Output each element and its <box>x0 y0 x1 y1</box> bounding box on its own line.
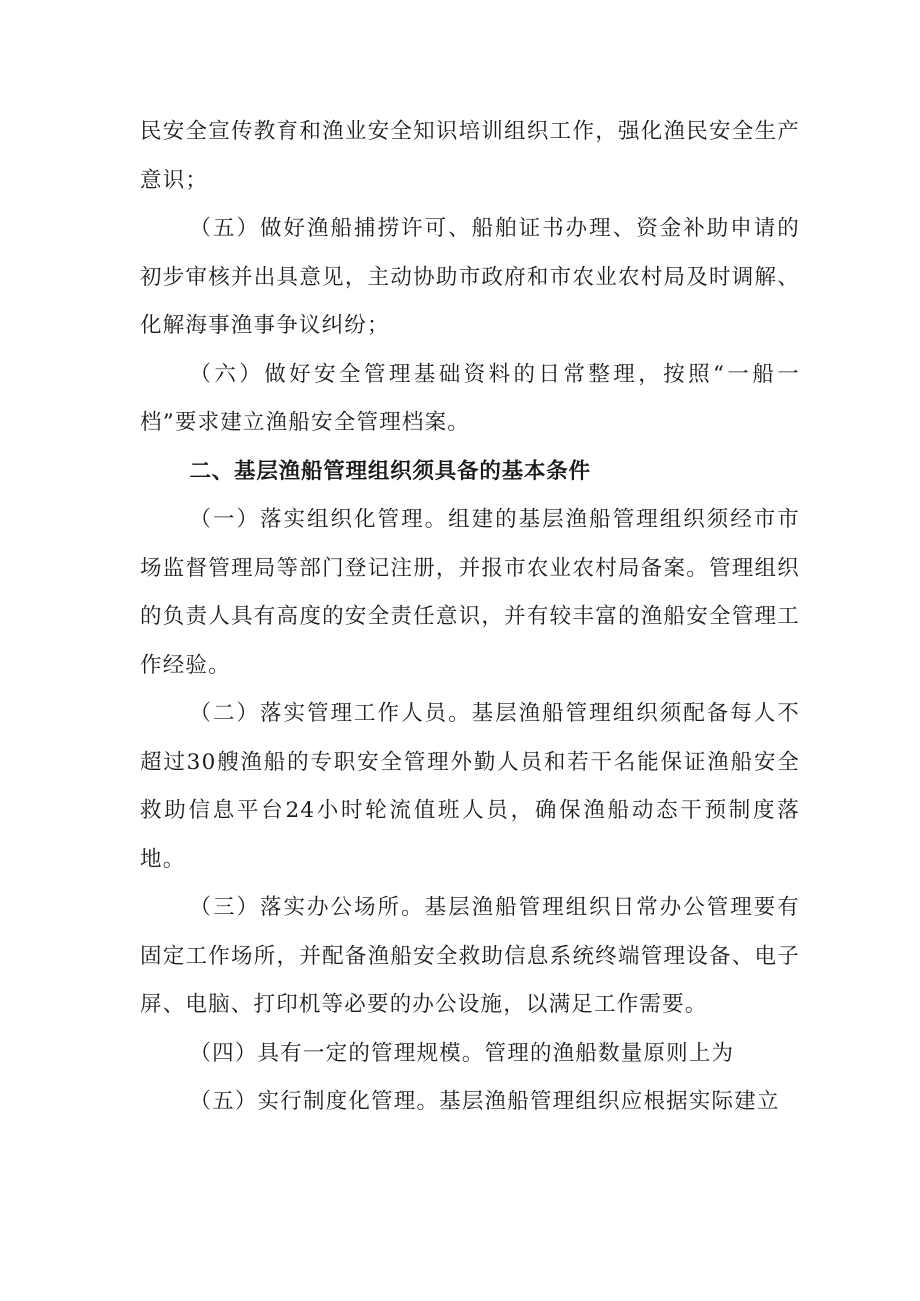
section-heading-basic-conditions: 二、基层渔船管理组织须具备的基本条件 <box>189 458 591 484</box>
paragraph-condition-1: （一）落实组织化管理。组建的基层渔船管理组织须经市市场监督管理局等部门登记注册，并报市农业农村局备案。管理组织的负责人具有高度的安全责任意识，并有较丰富的渔船安全管理工作经验。 <box>140 507 800 678</box>
paragraph-condition-5: （五）实行制度化管理。基层渔船管理组织应根据实际建立 <box>189 1089 780 1114</box>
paragraph-condition-2: （二）落实管理工作人员。基层渔船管理组织须配备每人不超过30艘渔船的专职安全管理外勤人员和若干名能保证渔船安全救助信息平台24小时轮流值班人员，确保渔船动态干预制度落地。 <box>140 701 800 872</box>
paragraph-condition-4: （四）具有一定的管理规模。管理的渔船数量原则上为 <box>189 1040 735 1066</box>
document-body <box>140 108 800 1127</box>
paragraph-condition-3: （三）落实办公场所。基层渔船管理组织日常办公管理要有固定工作场所，并配备渔船安全救助信息系统终端管理设备、电子屏、电脑、打印机等必要的办公设施，以满足工作需要。 <box>140 895 800 1017</box>
paragraph-duty-4-continued: 民安全宣传教育和渔业安全知识培训组织工作，强化渔民安全生产意识； <box>140 119 800 193</box>
paragraph-duty-6: （六）做好安全管理基础资料的日常整理，按照“一船一档”要求建立渔船安全管理档案。 <box>140 361 800 435</box>
paragraph-duty-5: （五）做好渔船捕捞许可、船舶证书办理、资金补助申请的初步审核并出具意见，主动协助市政府和市农业农村局及时调解、化解海事渔事争议纠纷； <box>140 216 800 338</box>
